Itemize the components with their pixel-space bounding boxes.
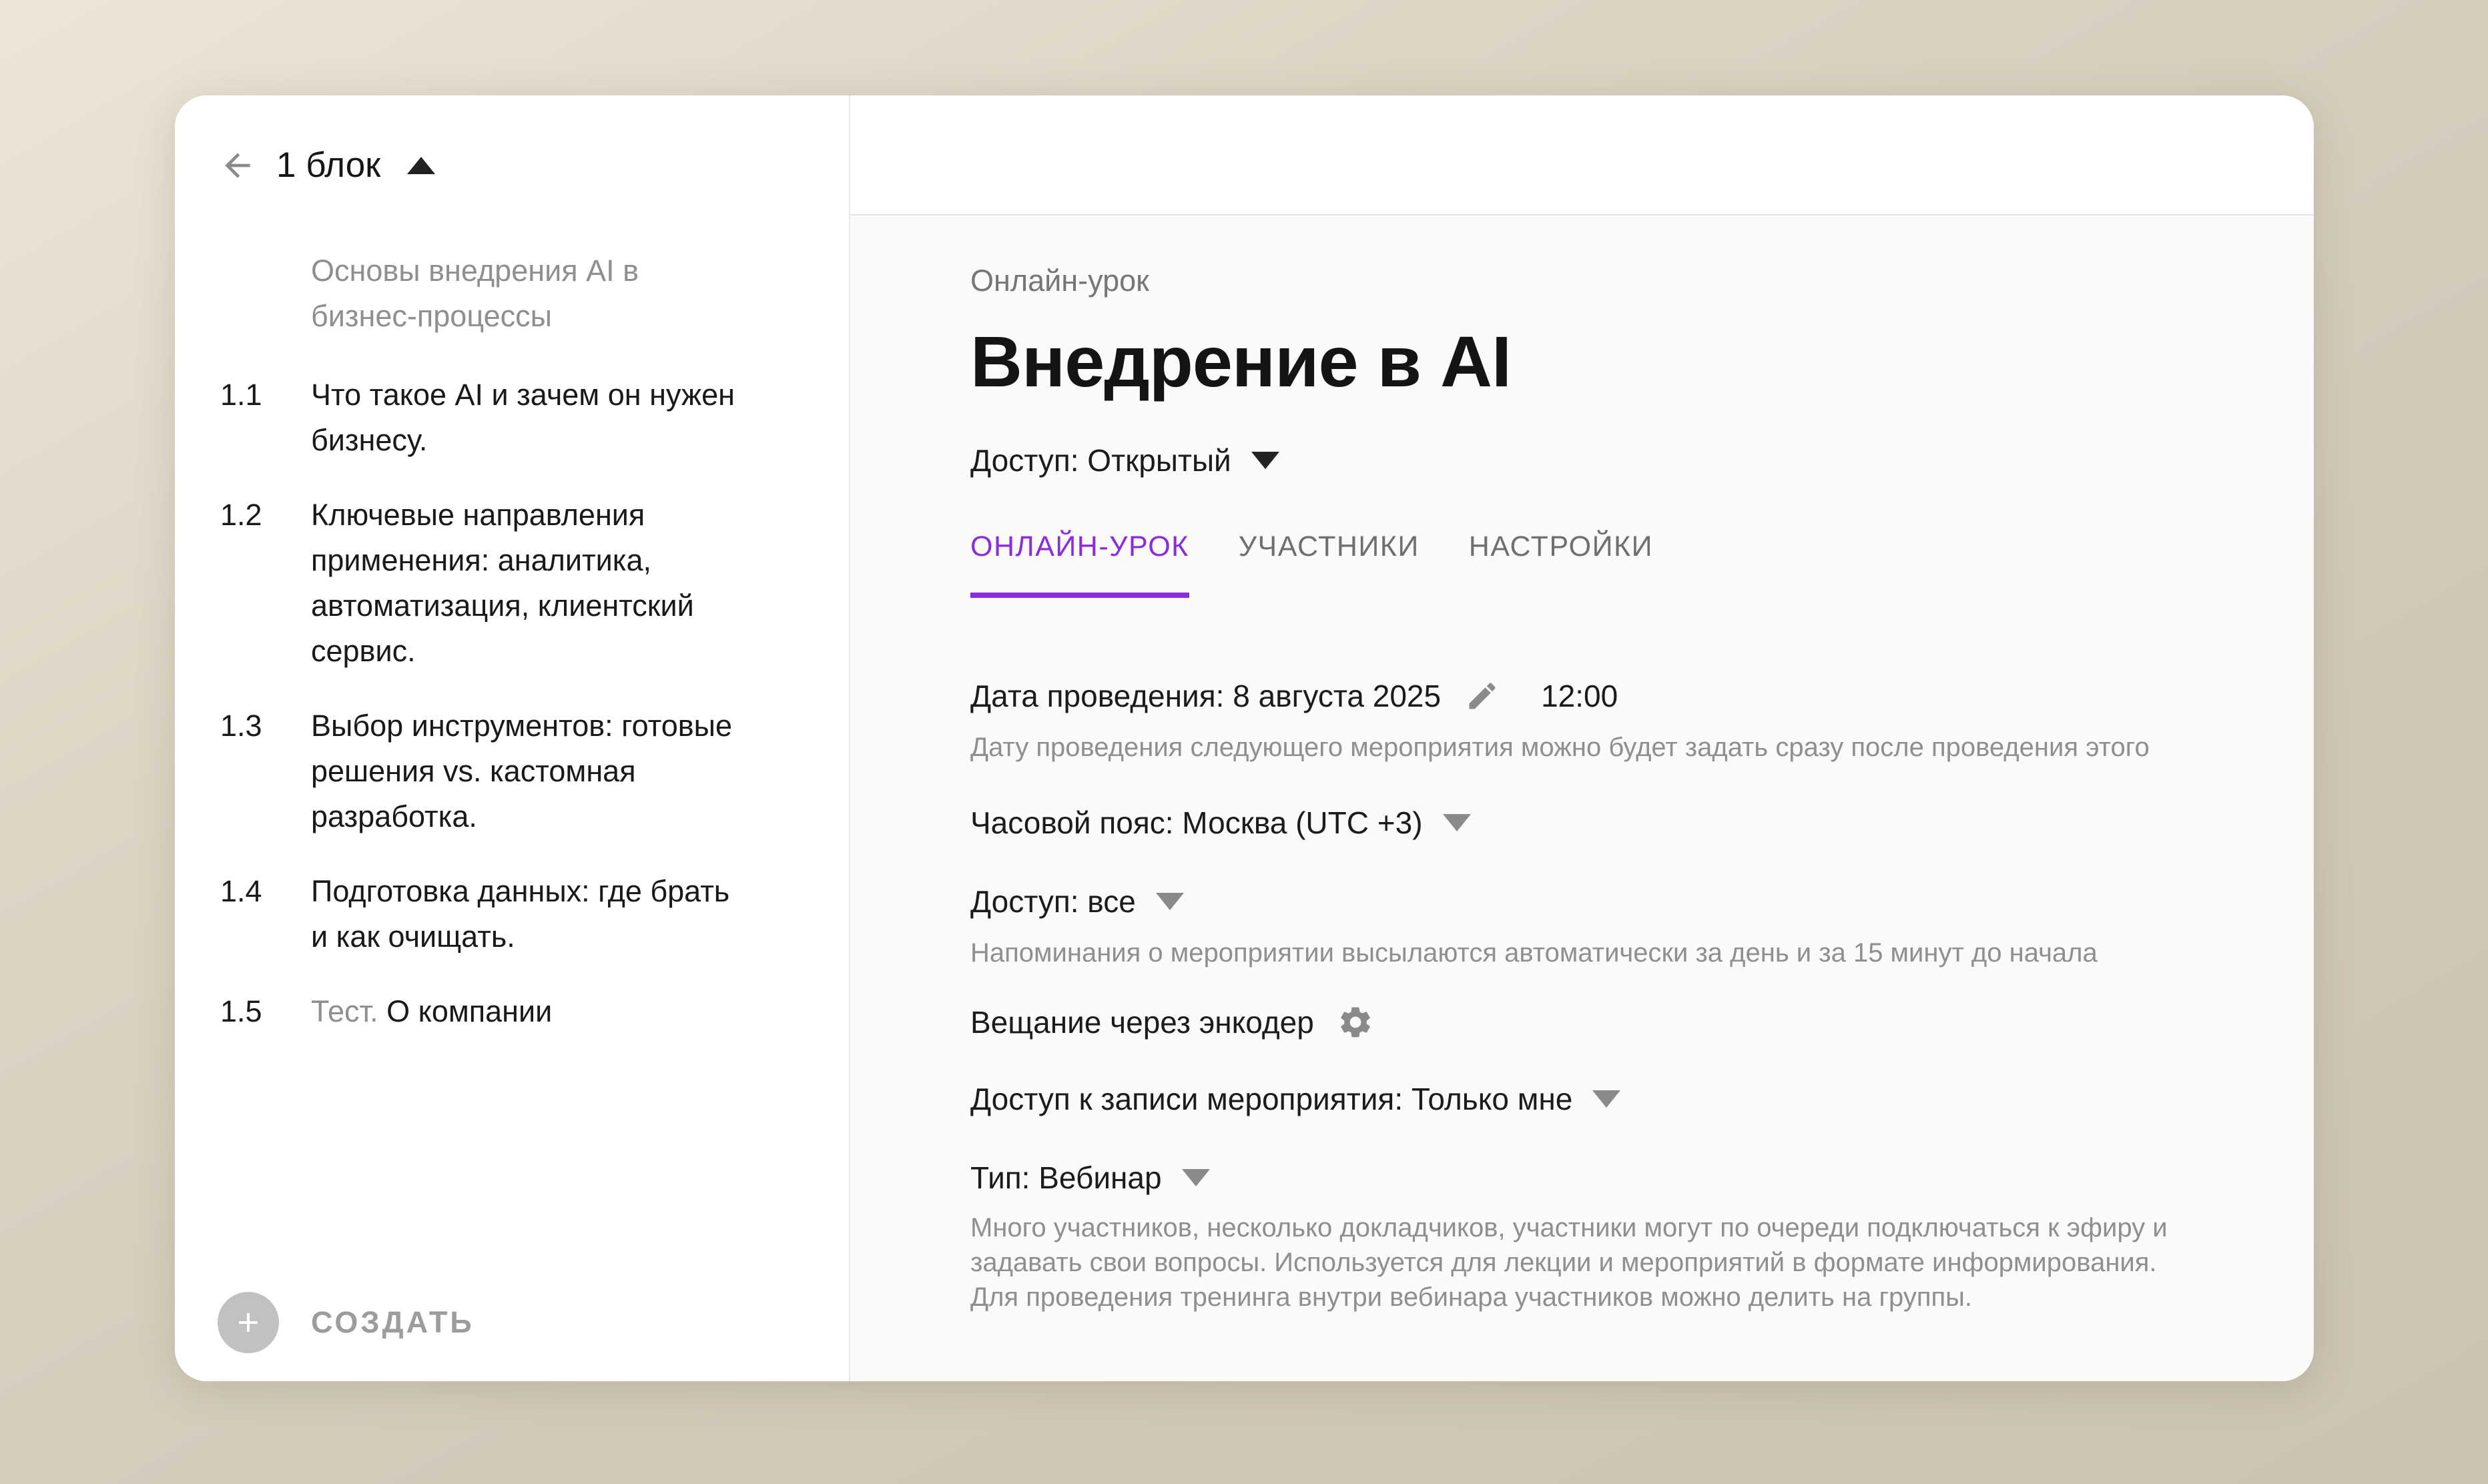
main-topbar	[850, 95, 2314, 216]
arrow-left-icon	[219, 147, 256, 184]
caret-down-icon	[1592, 1090, 1620, 1108]
attendance-access-dropdown[interactable]	[970, 883, 2314, 919]
event-date-label: Дата проведения: 8 августа 2025	[970, 678, 1442, 713]
event-date-field	[970, 678, 2314, 765]
list-item-lesson-1-2[interactable]	[175, 492, 849, 674]
lesson-title-text: Выбор инструментов: готовые решения vs. кастомная разработка.	[311, 709, 733, 833]
attendance-access-value: Доступ: все	[970, 883, 1136, 919]
event-date-hint: Дату проведения следующего мероприятия можно будет задать сразу после проведения этого	[970, 732, 2150, 762]
page-title: Внедрение в AI	[970, 321, 1511, 402]
lesson-editor-window	[175, 95, 2314, 1381]
caret-down-icon	[1156, 893, 1184, 910]
collapse-block-button[interactable]	[407, 157, 435, 174]
tab-online-lesson[interactable]: ОНЛАЙН-УРОК	[970, 530, 1189, 598]
lesson-number	[220, 248, 311, 339]
lesson-title-text: Подготовка данных: где брать и как очищать.	[311, 874, 730, 954]
lesson-title-text: Ключевые направления применения: аналитика, автоматизация, клиентский сервис.	[311, 498, 694, 668]
lesson-number: 1.1	[220, 378, 262, 412]
block-title: 1 блок	[276, 145, 381, 185]
course-outline-sidebar	[175, 95, 850, 1381]
test-prefix: Тест.	[311, 994, 387, 1028]
list-item-lesson-1-1[interactable]	[175, 372, 849, 463]
event-type-description: Много участников, несколько докладчиков, участники могут по очереди подключаться к эфиру и задавать свои вопросы. Используется для лекции и мероприятий в формате информирования. Для проведения тренинга внутри вебинара участников можно делить на группы.	[970, 1212, 2168, 1312]
caret-down-icon	[1182, 1169, 1210, 1186]
create-button-label[interactable]: СОЗДАТЬ	[311, 1305, 475, 1339]
list-item-lesson-1-4[interactable]	[175, 869, 849, 960]
event-type-value: Тип: Вебинар	[970, 1160, 1162, 1195]
lesson-title-text: Что такое AI и зачем он нужен бизнесу.	[311, 378, 735, 457]
edit-date-button[interactable]	[1465, 679, 1500, 713]
lesson-number: 1.5	[220, 994, 262, 1028]
tabs-bar	[970, 530, 2314, 598]
lesson-title-main: О компании	[386, 994, 553, 1028]
gear-icon	[1337, 1004, 1374, 1041]
caret-down-icon	[1443, 814, 1471, 831]
caret-up-icon	[407, 157, 435, 174]
timezone-dropdown[interactable]	[970, 805, 2314, 841]
lesson-list	[175, 248, 849, 1034]
main-content	[850, 216, 2314, 1315]
list-item-lesson-1-5[interactable]	[175, 989, 849, 1034]
reminder-hint: Напоминания о мероприятии высылаются автоматически за день и за 15 минут до начала	[970, 938, 2098, 968]
lesson-number: 1.2	[220, 498, 262, 532]
event-time-value[interactable]: 12:00	[1541, 678, 1618, 713]
list-item-lesson-1-3[interactable]	[175, 703, 849, 839]
lesson-detail-panel	[850, 95, 2314, 1381]
lesson-number: 1.4	[220, 874, 262, 908]
lesson-access-value: Доступ: Открытый	[970, 442, 1231, 478]
recording-access-dropdown[interactable]	[970, 1081, 2314, 1117]
plus-icon	[232, 1307, 264, 1339]
timezone-value: Часовой пояс: Москва (UTC +3)	[970, 805, 1423, 840]
event-type-dropdown[interactable]	[970, 1160, 2314, 1196]
encoder-broadcast-row	[970, 1004, 2314, 1041]
encoder-broadcast-label: Вещание через энкодер	[970, 1004, 1314, 1040]
lesson-number: 1.3	[220, 709, 262, 743]
caret-down-icon	[1251, 452, 1279, 469]
back-button[interactable]	[218, 145, 258, 186]
attendance-access-field	[970, 883, 2314, 970]
create-lesson-row	[218, 1292, 475, 1353]
lesson-type-label: Онлайн-урок	[970, 264, 1149, 298]
tab-settings[interactable]: НАСТРОЙКИ	[1468, 530, 1653, 563]
sidebar-header	[175, 95, 849, 186]
encoder-settings-button[interactable]	[1337, 1004, 1374, 1041]
tab-participants[interactable]: УЧАСТНИКИ	[1238, 530, 1420, 563]
add-lesson-button[interactable]	[218, 1292, 279, 1353]
pencil-icon	[1465, 679, 1500, 713]
lesson-access-dropdown[interactable]	[970, 442, 2314, 478]
block-section-heading-row[interactable]	[175, 248, 849, 339]
lesson-title-text	[311, 989, 751, 1034]
block-section-heading: Основы внедрения AI в бизнес-процессы	[311, 254, 639, 333]
recording-access-value: Доступ к записи мероприятия: Только мне	[970, 1081, 1573, 1116]
event-type-field	[970, 1160, 2314, 1315]
